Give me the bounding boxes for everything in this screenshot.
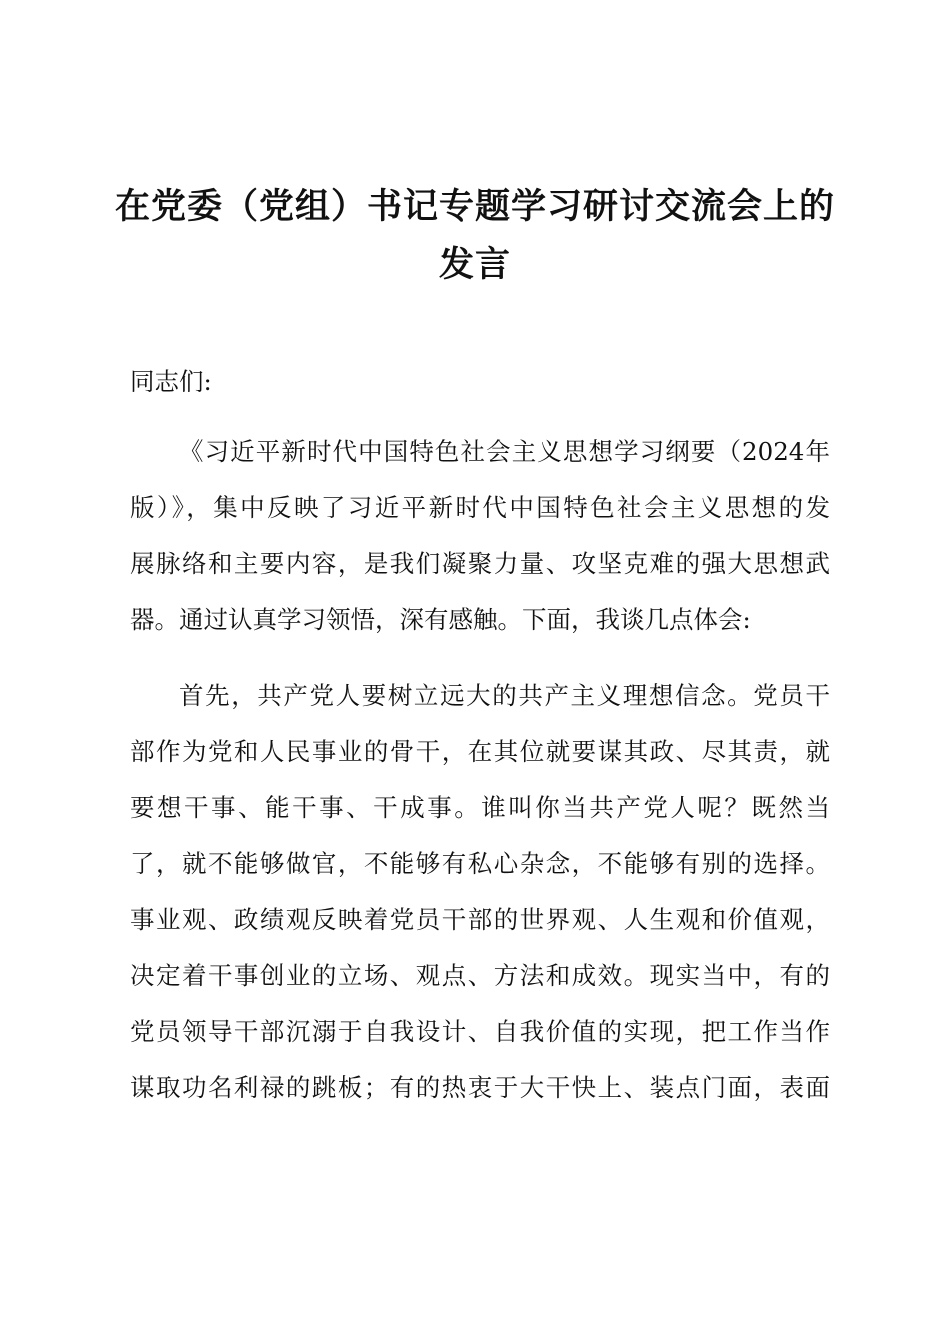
paragraph-line: 展脉络和主要内容，是我们凝聚力量、攻坚克难的强大思想武 — [130, 549, 830, 578]
paragraph-line: 器。通过认真学习领悟，深有感触。下面，我谈几点体会: — [130, 605, 751, 634]
title-line-2: 发言 — [438, 245, 511, 285]
paragraph-line: 版）》，集中反映了习近平新时代中国特色社会主义思想的发 — [130, 493, 830, 522]
paragraph-line: 决定着干事创业的立场、观点、方法和成效。现实当中，有的 — [130, 961, 830, 990]
salutation — [130, 354, 830, 410]
paragraph-line: 要想干事、能干事、干成事。谁叫你当共产党人呢？既然当 — [130, 793, 830, 822]
salutation-text: 同志们: — [130, 367, 212, 396]
document-title — [110, 178, 840, 294]
paragraph-line: 《习近平新时代中国特色社会主义思想学习纲要（2024年 — [179, 437, 830, 466]
paragraph-1 — [130, 424, 830, 648]
paragraph-line: 事业观、政绩观反映着党员干部的世界观、人生观和价值观， — [130, 905, 830, 934]
paragraph-line: 党员领导干部沉溺于自我设计、自我价值的实现，把工作当作 — [130, 1017, 830, 1046]
paragraph-line: 首先，共产党人要树立远大的共产主义理想信念。党员干 — [179, 681, 830, 710]
paragraph-line: 了，就不能够做官，不能够有私心杂念，不能够有别的选择。 — [130, 849, 830, 878]
paragraph-line: 谋取功名利禄的跳板；有的热衷于大干快上、装点门面，表面 — [130, 1073, 830, 1102]
title-line-1: 在党委（党组）书记专题学习研讨交流会上的 — [114, 187, 835, 227]
paragraph-2 — [130, 668, 830, 1116]
paragraph-line: 部作为党和人民事业的骨干，在其位就要谋其政、尽其责，就 — [130, 737, 830, 766]
